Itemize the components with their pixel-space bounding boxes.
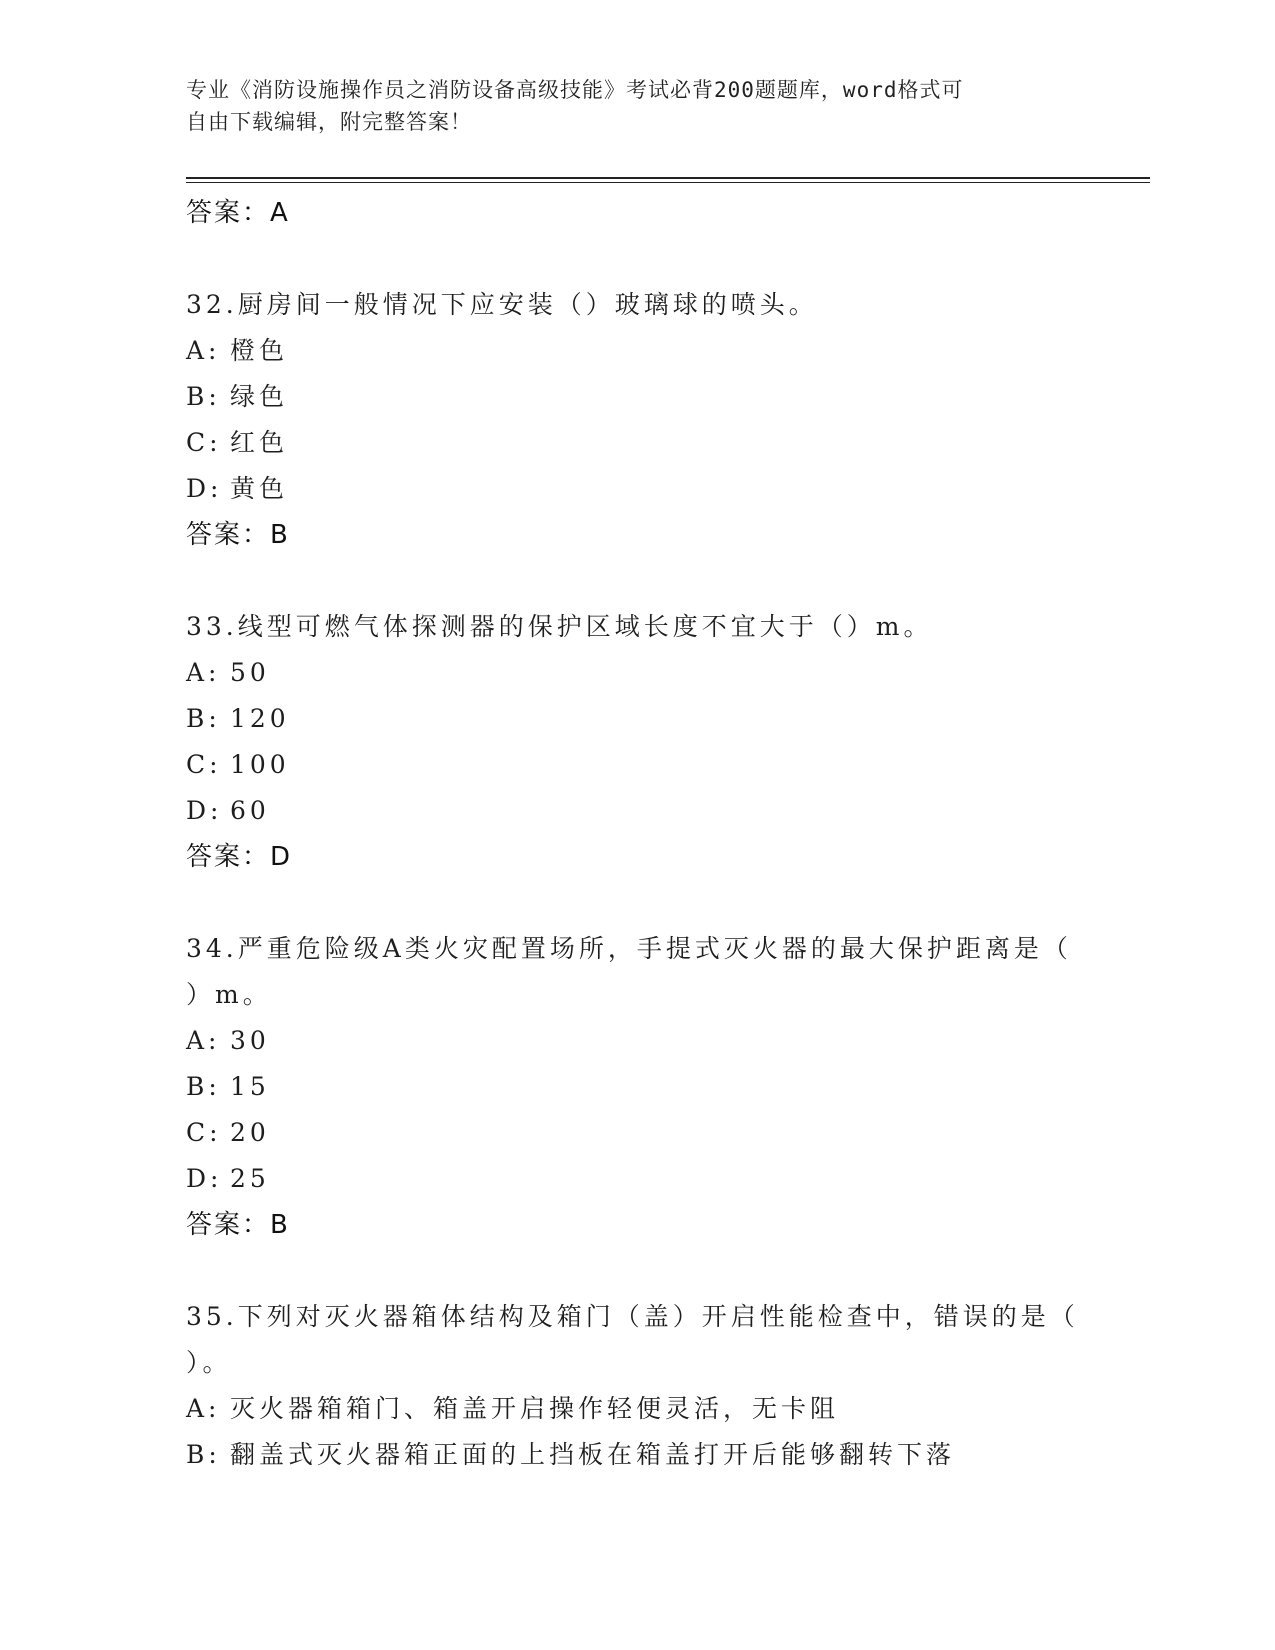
question-text: 33.线型可燃气体探测器的保护区域长度不宜大于（）m。: [186, 612, 933, 641]
option-text: 黄色: [230, 474, 289, 503]
option-b: [186, 696, 1106, 742]
question-text-continued: ）m。: [186, 980, 272, 1009]
header-divider-thick: [186, 177, 1150, 179]
option-d: [186, 1156, 1106, 1202]
option-a: [186, 650, 1106, 696]
question-text-continued: ）。: [186, 1348, 232, 1377]
option-text: 橙色: [230, 336, 289, 365]
answer-line: 答案：D: [186, 842, 293, 872]
option-text: 20: [230, 1118, 270, 1147]
option-letter: D:: [186, 796, 223, 825]
option-b: [186, 1064, 1106, 1110]
option-letter: C:: [186, 750, 222, 779]
answer-line: 答案：B: [186, 1210, 290, 1240]
option-c: [186, 420, 1106, 466]
option-letter: B:: [186, 1440, 221, 1469]
option-letter: B:: [186, 1072, 221, 1101]
option-letter: A:: [186, 1394, 221, 1423]
header-line-2: 自由下载编辑，附完整答案！: [186, 110, 472, 134]
option-text: 30: [230, 1026, 270, 1055]
option-text: 灭火器箱箱门、箱盖开启操作轻便灵活，无卡阻: [230, 1394, 840, 1423]
option-text: 25: [230, 1164, 270, 1193]
option-text: 15: [230, 1072, 270, 1101]
option-letter: B:: [186, 704, 221, 733]
option-a: [186, 1386, 1106, 1432]
option-b: [186, 1432, 1106, 1478]
option-a: [186, 328, 1106, 374]
option-a: [186, 1018, 1106, 1064]
question-text: 34.严重危险级A类火灾配置场所，手提式灭火器的最大保护距离是（: [186, 934, 1072, 963]
header-line-1: 专业《消防设施操作员之消防设备高级技能》考试必背200题题库，word格式可: [186, 78, 964, 102]
answer-line: 答案：B: [186, 520, 290, 550]
option-text: 100: [230, 750, 290, 779]
option-text: 翻盖式灭火器箱正面的上挡板在箱盖打开后能够翻转下落: [230, 1440, 956, 1469]
option-c: [186, 1110, 1106, 1156]
option-letter: D:: [186, 1164, 223, 1193]
option-text: 120: [230, 704, 290, 733]
option-letter: B:: [186, 382, 221, 411]
option-letter: D:: [186, 474, 223, 503]
question-text: 35.下列对灭火器箱体结构及箱门（盖）开启性能检查中，错误的是（: [186, 1302, 1079, 1331]
spacer: [186, 558, 1106, 604]
option-text: 50: [230, 658, 270, 687]
option-letter: A:: [186, 336, 221, 365]
question-list: [186, 190, 1106, 1478]
option-letter: C:: [186, 428, 222, 457]
spacer: [186, 880, 1106, 926]
option-d: [186, 788, 1106, 834]
option-letter: A:: [186, 658, 221, 687]
option-text: 绿色: [230, 382, 289, 411]
option-d: [186, 466, 1106, 512]
option-text: 60: [230, 796, 270, 825]
question-text: 32.厨房间一般情况下应安装（）玻璃球的喷头。: [186, 290, 818, 319]
spacer: [186, 1248, 1106, 1294]
spacer: [186, 236, 1106, 282]
document-header: [186, 74, 1066, 138]
answer-line: 答案：A: [186, 198, 290, 228]
option-letter: C:: [186, 1118, 222, 1147]
option-c: [186, 742, 1106, 788]
header-divider-thin: [186, 182, 1150, 183]
option-text: 红色: [230, 428, 289, 457]
option-b: [186, 374, 1106, 420]
option-letter: A:: [186, 1026, 221, 1055]
